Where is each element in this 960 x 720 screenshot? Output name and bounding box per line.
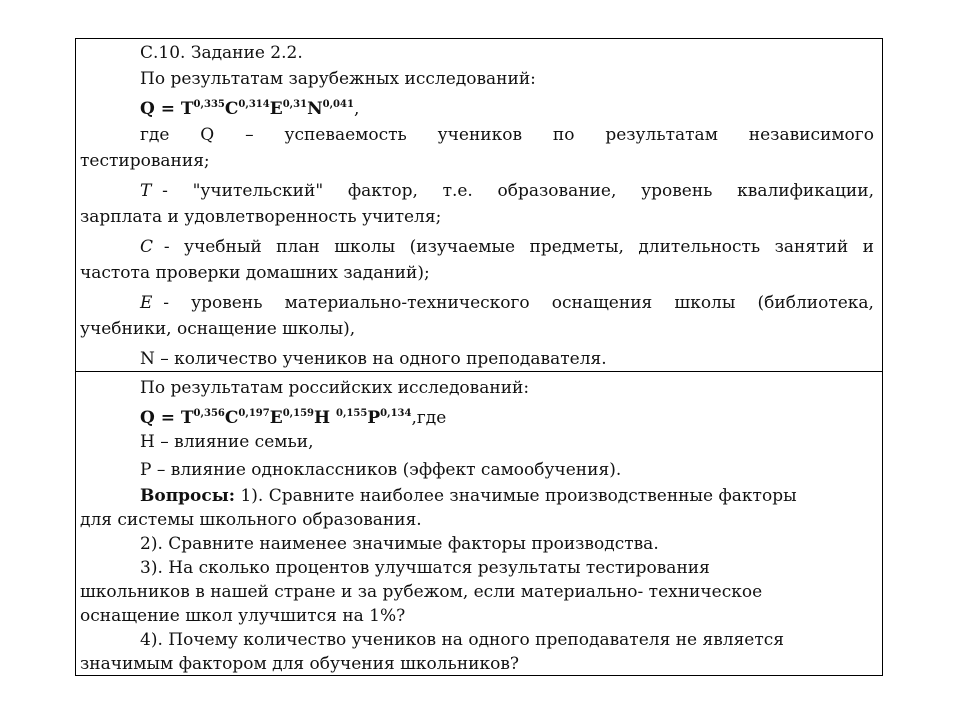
word: и xyxy=(862,237,874,257)
e-definition xyxy=(140,293,874,313)
word: т.е. xyxy=(442,181,473,201)
e-definition-cont: учебники, оснащение школы), xyxy=(80,319,356,339)
russian-exponent-3: 0,155 xyxy=(336,408,368,419)
questions-label: Вопросы: xyxy=(140,486,236,506)
n-definition: N – количество учеников на одного преподавателя. xyxy=(140,349,607,369)
word: независимого xyxy=(748,125,874,145)
foreign-exponent-3: 0,041 xyxy=(322,99,354,110)
question-1: Вопросы: 1). Сравните наиболее значимые производственные факторы xyxy=(140,486,797,506)
word: учебный xyxy=(184,237,262,257)
task-table xyxy=(75,38,883,676)
question-1-cont: для системы школьного образования. xyxy=(80,510,422,530)
russian-factor-1: C xyxy=(224,408,239,428)
foreign-factor-2: E xyxy=(269,99,283,119)
foreign-exponent-2: 0,31 xyxy=(282,99,308,110)
word: E - xyxy=(140,293,169,313)
russian-exponent-2: 0,159 xyxy=(282,408,315,419)
c-definition xyxy=(140,237,874,257)
question-3-cont-2: оснащение школ улучшится на 1%? xyxy=(80,606,406,626)
foreign-exponent-1: 0,314 xyxy=(238,99,270,110)
russian-research-cell xyxy=(76,372,882,675)
foreign-intro: По результатам зарубежных исследований: xyxy=(140,69,536,89)
c-definition-cont: частота проверки домашних заданий); xyxy=(80,263,430,283)
h-definition: H – влияние семьи, xyxy=(140,432,314,452)
foreign-factor-3: N xyxy=(307,99,323,119)
word: фактор, xyxy=(347,181,418,201)
word: предметы, xyxy=(529,237,624,257)
word: школы xyxy=(334,237,396,257)
word: уровень xyxy=(641,181,713,201)
t-definition xyxy=(140,181,874,201)
word: (изучаемые xyxy=(409,237,516,257)
question-4: 4). Почему количество учеников на одного преподавателя не является xyxy=(140,630,785,650)
word: длительность xyxy=(638,237,761,257)
foreign-factor-1: C xyxy=(224,99,239,119)
word: по xyxy=(552,125,575,145)
word: успеваемость xyxy=(284,125,407,145)
word: план xyxy=(276,237,320,257)
foreign-exponent-0: 0,335 xyxy=(193,99,225,110)
word: школы xyxy=(674,293,736,313)
q-definition xyxy=(140,125,874,145)
question-2: 2). Сравните наименее значимые факторы производства. xyxy=(140,534,659,554)
word: учеников xyxy=(437,125,523,145)
word: – xyxy=(245,125,254,145)
word: "учительский" xyxy=(192,181,324,201)
russian-factor-3: H xyxy=(314,408,337,428)
russian-factor-4: P xyxy=(367,408,381,428)
word: оснащения xyxy=(551,293,653,313)
russian-intro: По результатам российских исследований: xyxy=(140,378,530,398)
russian-factor-2: E xyxy=(269,408,283,428)
russian-exponent-0: 0,356 xyxy=(193,408,225,419)
word: T - xyxy=(140,181,168,201)
foreign-factor-0: T xyxy=(180,99,194,119)
foreign-formula: $Q = T^{0,335}C^{0,314}E^{0,31}N^{0,041}$, xyxy=(140,99,360,119)
task-title: С.10. Задание 2.2. xyxy=(140,43,303,63)
word: образование, xyxy=(497,181,617,201)
question-3-cont-1: школьников в нашей стране и за рубежом, если материально- техническое xyxy=(80,582,763,602)
t-definition-cont: зарплата и удовлетворенность учителя; xyxy=(80,207,442,227)
russian-exponent-1: 0,197 xyxy=(238,408,270,419)
russian-formula: $Q = T^{0,356}C^{0,197}E^{0,159}H$ $^{0,155}P^{0,134},где$ xyxy=(140,408,447,428)
russian-factor-0: T xyxy=(180,408,194,428)
word: результатам xyxy=(605,125,718,145)
word: где xyxy=(140,125,170,145)
russian-exponent-4: 0,134 xyxy=(380,408,412,419)
q-definition-cont: тестирования; xyxy=(80,151,210,171)
word: материально-технического xyxy=(284,293,530,313)
word: занятий xyxy=(774,237,849,257)
word: уровень xyxy=(191,293,263,313)
question-4-cont: значимым фактором для обучения школьников? xyxy=(80,654,520,674)
word: (библиотека, xyxy=(757,293,874,313)
p-definition: P – влияние одноклассников (эффект самообучения). xyxy=(140,460,622,480)
foreign-research-cell xyxy=(76,39,882,372)
question-3: 3). На сколько процентов улучшатся результаты тестирования xyxy=(140,558,710,578)
word: квалификации, xyxy=(737,181,874,201)
word: Q xyxy=(200,125,215,145)
word: C - xyxy=(140,237,170,257)
